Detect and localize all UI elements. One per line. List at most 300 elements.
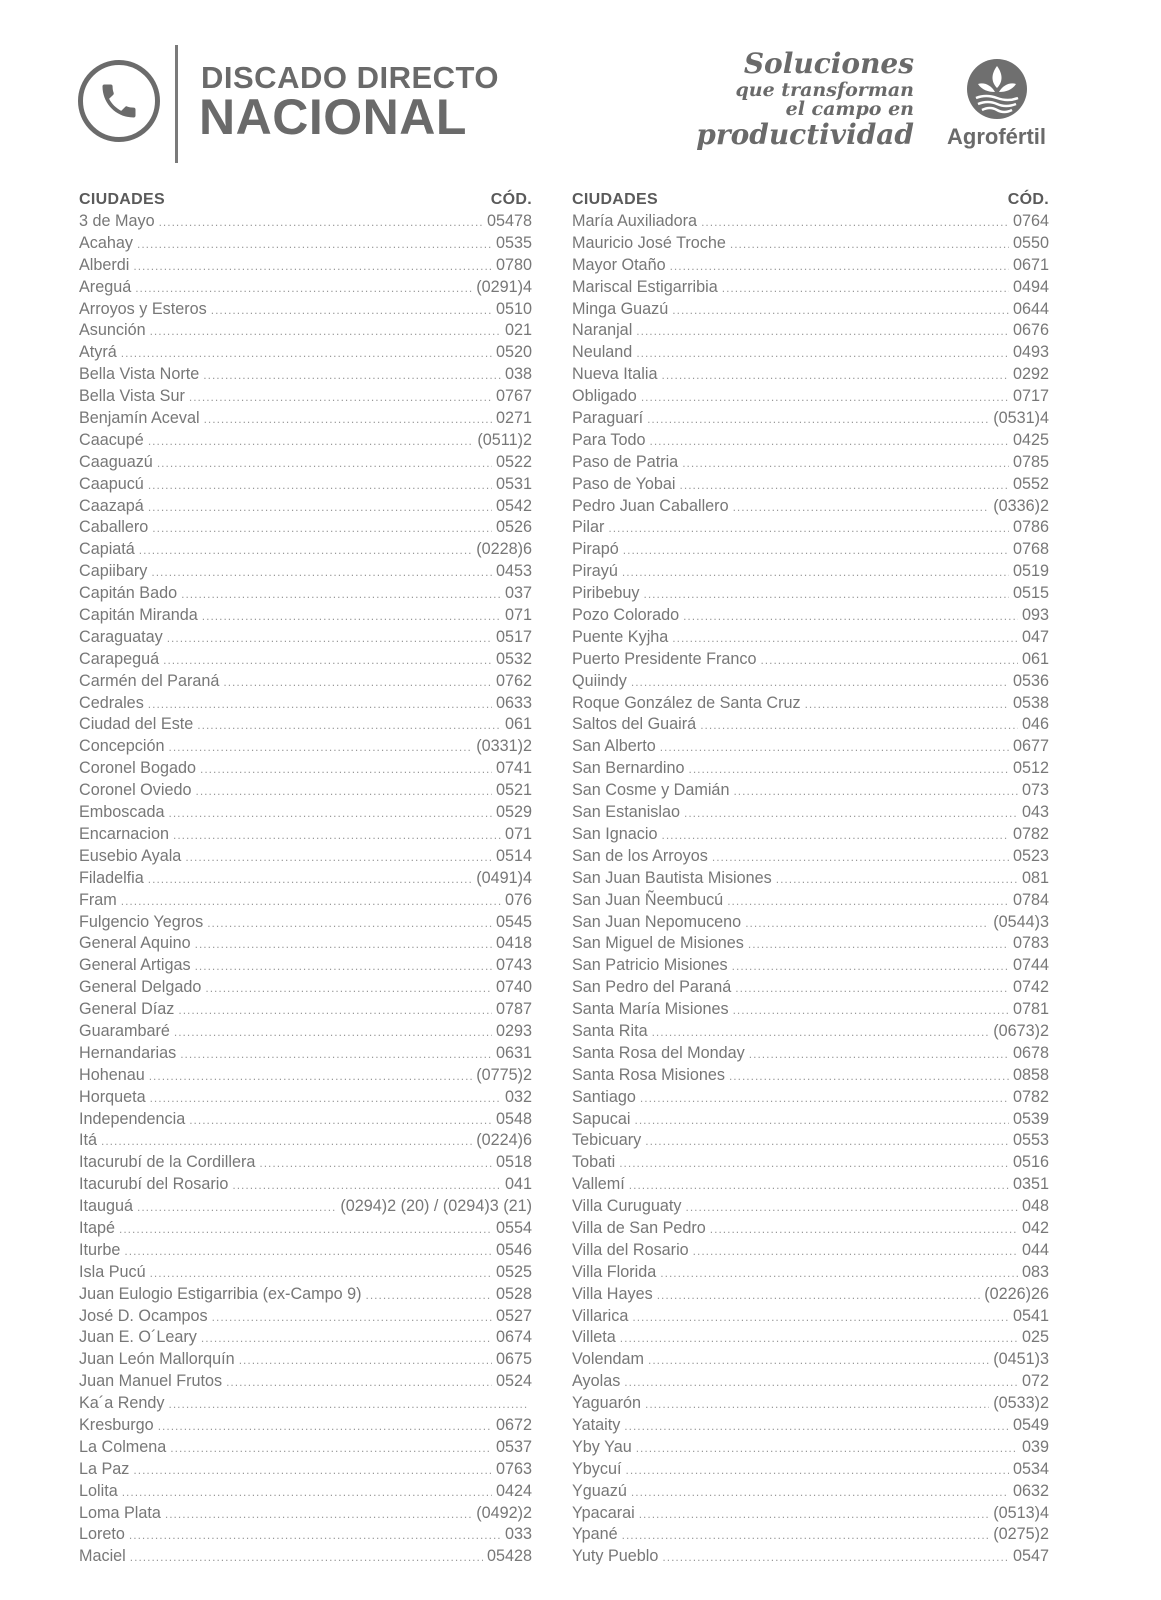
city-row [79, 1437, 532, 1459]
dot-leader [130, 1547, 483, 1568]
area-code: (0544)3 [993, 912, 1049, 931]
city-name: Juan León Mallorquín [79, 1350, 235, 1369]
city-row [572, 868, 1049, 890]
area-code: 0522 [495, 452, 532, 471]
area-code: 0786 [1012, 518, 1049, 537]
city-name: Piribebuy [572, 584, 640, 603]
city-name: Coronel Bogado [79, 759, 196, 778]
area-code: 0528 [495, 1284, 532, 1303]
city-row [572, 1481, 1049, 1503]
area-code: 0293 [495, 1021, 532, 1040]
dot-leader [173, 825, 501, 846]
dot-leader [685, 1197, 1018, 1218]
area-code: 0675 [495, 1350, 532, 1369]
city-name: Guarambaré [79, 1021, 170, 1040]
city-rows-right [572, 211, 1049, 1568]
dot-leader [165, 1504, 472, 1525]
area-code: (0451)3 [993, 1350, 1049, 1369]
city-name: Capiibary [79, 562, 148, 581]
dot-leader [181, 584, 501, 605]
dot-leader [158, 1416, 492, 1437]
city-row [572, 583, 1049, 605]
dot-leader [159, 212, 483, 233]
city-row [79, 977, 532, 999]
dot-leader [629, 1175, 1009, 1196]
city-name: Puente Kyjha [572, 627, 669, 646]
city-row [79, 496, 532, 518]
city-row [572, 255, 1049, 277]
city-name: Santa Rosa del Monday [572, 1043, 745, 1062]
city-row [79, 539, 532, 561]
dot-leader [626, 1460, 1009, 1481]
city-row [572, 1130, 1049, 1152]
area-code: (0294)2 (20) / (0294)3 (21) [340, 1197, 532, 1216]
city-name: Emboscada [79, 803, 165, 822]
dot-leader [239, 1350, 492, 1371]
area-code: 0526 [495, 518, 532, 537]
city-row [79, 1481, 532, 1503]
dot-leader [148, 694, 492, 715]
city-name: Juan E. O´Leary [79, 1328, 197, 1347]
city-row [572, 627, 1049, 649]
city-name: Villeta [572, 1328, 616, 1347]
dot-leader [624, 1372, 1018, 1393]
city-name: María Auxiliadora [572, 212, 698, 230]
city-name: Itá [79, 1131, 97, 1150]
city-name: Vallemí [572, 1175, 625, 1194]
area-code: 032 [504, 1087, 532, 1106]
area-code: 0785 [1012, 452, 1049, 471]
area-code: 038 [504, 365, 532, 384]
city-row [79, 1459, 532, 1481]
city-name: Capitán Miranda [79, 606, 198, 625]
dot-leader [119, 1219, 492, 1240]
city-row [572, 1021, 1049, 1043]
city-name: San Bernardino [572, 759, 685, 778]
dot-leader [148, 497, 492, 518]
city-row [79, 868, 532, 890]
area-code: (0513)4 [993, 1503, 1049, 1522]
city-name: San Estanislao [572, 803, 680, 822]
city-row [572, 999, 1049, 1021]
city-row [79, 824, 532, 846]
dot-leader [730, 234, 1009, 255]
dot-leader [672, 300, 1009, 321]
area-code: 0764 [1012, 212, 1049, 230]
city-name: General Aquino [79, 934, 191, 953]
city-row [79, 1327, 532, 1349]
city-row [79, 736, 532, 758]
city-row [79, 1371, 532, 1393]
city-row [572, 1371, 1049, 1393]
dot-leader [185, 847, 492, 868]
city-name: Acahay [79, 233, 133, 252]
area-code: 0271 [495, 409, 532, 428]
city-row [79, 561, 532, 583]
city-row [572, 1306, 1049, 1328]
city-row [79, 1306, 532, 1328]
slogan-line3: el campo en [785, 98, 914, 120]
dot-leader [150, 1088, 501, 1109]
area-code: 0554 [495, 1218, 532, 1237]
city-row [79, 1503, 532, 1525]
area-code: (0511)2 [477, 430, 532, 449]
area-code: 037 [504, 584, 532, 603]
city-row [79, 1240, 532, 1262]
city-rows-left [79, 211, 532, 1568]
area-code: 0741 [495, 759, 532, 778]
area-code: 0292 [1012, 365, 1049, 384]
code-column-header: CÓD. [490, 191, 532, 208]
area-code: (0775)2 [476, 1065, 532, 1084]
city-name: Cedrales [79, 693, 144, 712]
city-name: Caraguatay [79, 627, 163, 646]
dot-leader [122, 1482, 492, 1503]
city-name: Paraguarí [572, 409, 644, 428]
city-row [79, 1087, 532, 1109]
city-row [79, 1152, 532, 1174]
area-code: 0550 [1012, 233, 1049, 252]
city-name: José D. Ocampos [79, 1306, 208, 1325]
dot-leader [661, 365, 1009, 386]
city-name: Fram [79, 890, 117, 909]
dot-leader [170, 1438, 492, 1459]
area-code: 0520 [495, 343, 532, 362]
dot-leader [202, 606, 501, 627]
dot-leader [672, 628, 1018, 649]
city-row [572, 846, 1049, 868]
city-row [572, 1327, 1049, 1349]
area-code: (0533)2 [993, 1394, 1049, 1413]
area-code: (0492)2 [476, 1503, 532, 1522]
city-row [79, 517, 532, 539]
area-code: 0740 [495, 978, 532, 997]
city-name: Itacurubí de la Cordillera [79, 1153, 256, 1172]
city-name: Tebicuary [572, 1131, 642, 1150]
area-code: 071 [504, 606, 532, 625]
dot-leader [632, 1307, 1009, 1328]
city-name: San Ignacio [572, 824, 658, 843]
city-row [79, 649, 532, 671]
city-name: Carmén del Paraná [79, 671, 220, 690]
city-name: Itacurubí del Rosario [79, 1175, 229, 1194]
area-code: 046 [1021, 715, 1049, 734]
area-code: 0517 [495, 627, 532, 646]
dot-leader [660, 1263, 1018, 1284]
city-row [79, 1196, 532, 1218]
area-code: 033 [504, 1525, 532, 1544]
city-row [79, 342, 532, 364]
dot-leader [680, 475, 1009, 496]
city-name: Capiatá [79, 540, 135, 559]
city-row [572, 233, 1049, 255]
area-code: 0521 [495, 781, 532, 800]
dot-leader [636, 321, 1009, 342]
dot-leader [631, 1482, 1009, 1503]
dot-leader [195, 956, 492, 977]
dot-leader [641, 387, 1009, 408]
area-code: 0512 [1012, 759, 1049, 778]
city-name: Ypacarai [572, 1503, 635, 1522]
area-code: 0516 [1012, 1153, 1049, 1172]
dot-leader [624, 1416, 1009, 1437]
dot-leader [693, 1241, 1018, 1262]
area-code: 0494 [1012, 277, 1049, 296]
slogan-line1: Soluciones [743, 47, 914, 80]
city-row [79, 1130, 532, 1152]
city-name: Ypané [572, 1525, 618, 1544]
dot-leader [148, 475, 492, 496]
city-name: Ybycuí [572, 1459, 622, 1478]
area-code: 0678 [1012, 1043, 1049, 1062]
area-code: 0510 [495, 299, 532, 318]
city-row [572, 299, 1049, 321]
dot-leader [660, 737, 1009, 758]
dot-leader [232, 1175, 501, 1196]
city-name: Paso de Patria [572, 452, 679, 471]
city-row [79, 320, 532, 342]
dot-leader [733, 497, 990, 518]
city-name: Juan Eulogio Estigarribia (ex-Campo 9) [79, 1284, 362, 1303]
city-name: Pozo Colorado [572, 606, 680, 625]
dot-leader [648, 1350, 989, 1371]
city-row [79, 277, 532, 299]
city-name: Filadelfia [79, 868, 144, 887]
city-row [79, 999, 532, 1021]
city-name: Caacupé [79, 430, 144, 449]
dot-leader [631, 672, 1009, 693]
dot-leader [622, 1525, 990, 1546]
city-row [79, 211, 532, 233]
city-row [572, 1524, 1049, 1546]
column-header [79, 189, 532, 211]
city-row [572, 649, 1049, 671]
city-name: Isla Pucú [79, 1262, 146, 1281]
city-name: Ayolas [572, 1372, 621, 1391]
area-code: 0677 [1012, 737, 1049, 756]
city-name: San de los Arroyos [572, 846, 708, 865]
area-code: 047 [1021, 627, 1049, 646]
area-code: 0717 [1012, 387, 1049, 406]
area-code: 0525 [495, 1262, 532, 1281]
dot-leader [150, 321, 501, 342]
dot-leader [647, 409, 989, 430]
city-name: Quiindy [572, 671, 627, 690]
dot-leader [366, 1285, 492, 1306]
city-list-left [79, 189, 532, 1568]
city-row [79, 474, 532, 496]
city-row [79, 583, 532, 605]
dot-leader [662, 825, 1009, 846]
area-code: 0536 [1012, 671, 1049, 690]
dot-leader [150, 1263, 492, 1284]
city-name: Villa Florida [572, 1262, 657, 1281]
area-code: 041 [504, 1175, 532, 1194]
city-name: Yuty Pueblo [572, 1547, 659, 1566]
city-row [572, 517, 1049, 539]
city-row [79, 1043, 532, 1065]
area-code: 0534 [1012, 1459, 1049, 1478]
city-row [572, 496, 1049, 518]
area-code: 039 [1021, 1437, 1049, 1456]
city-row [79, 408, 532, 430]
city-row [572, 605, 1049, 627]
code-column-header: CÓD. [1007, 191, 1049, 208]
area-code: 0632 [1012, 1481, 1049, 1500]
dot-leader [174, 1022, 492, 1043]
city-name: Asunción [79, 321, 146, 340]
dot-leader [133, 256, 492, 277]
city-name: Juan Manuel Frutos [79, 1372, 223, 1391]
city-row [572, 1349, 1049, 1371]
city-row [572, 1459, 1049, 1481]
city-row [572, 736, 1049, 758]
city-name: Villa del Rosario [572, 1240, 689, 1259]
dot-leader [670, 256, 1009, 277]
city-name: Yby Yau [572, 1437, 632, 1456]
dot-leader [689, 759, 1009, 780]
area-code: 0453 [495, 562, 532, 581]
dot-leader [650, 431, 1009, 452]
dot-leader [169, 737, 473, 758]
city-row [572, 539, 1049, 561]
page-title-line1: DISCADO DIRECTO [201, 60, 500, 95]
city-name: Bella Vista Sur [79, 387, 185, 406]
dot-leader [204, 409, 492, 430]
area-code: 0763 [495, 1459, 532, 1478]
city-name: San Patricio Misiones [572, 956, 728, 975]
city-row [572, 561, 1049, 583]
dot-leader [701, 212, 1009, 233]
area-code: 0527 [495, 1306, 532, 1325]
dot-leader [137, 1197, 336, 1218]
city-row [572, 1437, 1049, 1459]
city-row [79, 912, 532, 934]
area-code: 0514 [495, 846, 532, 865]
page-title-line2: NACIONAL [199, 89, 467, 145]
city-row [79, 364, 532, 386]
city-name: Mauricio José Troche [572, 233, 726, 252]
dot-leader [259, 1153, 492, 1174]
area-code: 025 [1021, 1328, 1049, 1347]
city-name: Coronel Oviedo [79, 781, 192, 800]
area-code: 05478 [486, 212, 532, 230]
city-row [79, 890, 532, 912]
city-name: Kresburgo [79, 1415, 154, 1434]
city-row [79, 386, 532, 408]
area-code: 0783 [1012, 934, 1049, 953]
city-row [572, 277, 1049, 299]
dot-leader [805, 694, 1009, 715]
dot-leader [776, 869, 1018, 890]
city-row [572, 1546, 1049, 1568]
area-code: 0523 [1012, 846, 1049, 865]
city-name: Atyrá [79, 343, 117, 362]
area-code: 0546 [495, 1240, 532, 1259]
area-code: 0524 [495, 1372, 532, 1391]
city-name: Villa de San Pedro [572, 1218, 706, 1237]
city-name: Yaguarón [572, 1394, 642, 1413]
dot-leader [163, 650, 492, 671]
area-code: 0671 [1012, 255, 1049, 274]
city-name: Independencia [79, 1109, 186, 1128]
dot-leader [223, 672, 492, 693]
city-name: Villa Hayes [572, 1284, 653, 1303]
area-code: (0275)2 [993, 1525, 1049, 1544]
dot-leader [662, 1547, 1009, 1568]
city-name: Caballero [79, 518, 149, 537]
city-name: Horqueta [79, 1087, 146, 1106]
dot-leader [121, 343, 492, 364]
dot-leader [684, 803, 1018, 824]
area-code: 093 [1021, 606, 1049, 625]
dot-leader [152, 518, 492, 539]
dot-leader [139, 540, 472, 561]
city-name: Saltos del Guairá [572, 715, 697, 734]
area-code: (0291)4 [476, 277, 532, 296]
area-code: 083 [1021, 1262, 1049, 1281]
city-name: Caazapá [79, 496, 144, 515]
agrofertil-logo-icon [966, 58, 1028, 125]
city-name: Hernandarias [79, 1043, 177, 1062]
area-code: 081 [1021, 868, 1049, 887]
city-row [79, 1349, 532, 1371]
area-code: 043 [1021, 803, 1049, 822]
dot-leader [733, 1000, 1009, 1021]
city-row [572, 1174, 1049, 1196]
area-code: (0491)4 [476, 868, 532, 887]
city-row [572, 452, 1049, 474]
dot-leader [167, 628, 492, 649]
city-row [79, 1065, 532, 1087]
area-code: (0331)2 [476, 737, 532, 756]
dot-leader [722, 278, 1009, 299]
dot-leader [623, 540, 1009, 561]
area-code: 061 [1021, 649, 1049, 668]
dot-leader [149, 1066, 472, 1087]
area-code: 0781 [1012, 1000, 1049, 1019]
city-column-header: CIUDADES [79, 191, 165, 208]
city-row [572, 1065, 1049, 1087]
city-name: Villarica [572, 1306, 629, 1325]
area-code: 071 [504, 824, 532, 843]
area-code: 073 [1021, 781, 1049, 800]
area-code: 0742 [1012, 978, 1049, 997]
city-row [572, 1240, 1049, 1262]
city-row [572, 693, 1049, 715]
city-row [572, 342, 1049, 364]
city-name: Santiago [572, 1087, 636, 1106]
city-name: Hohenau [79, 1065, 145, 1084]
dot-leader [732, 956, 1009, 977]
city-row [572, 1218, 1049, 1240]
dot-leader [203, 365, 501, 386]
dot-leader [760, 650, 1018, 671]
city-name: Ciudad del Este [79, 715, 194, 734]
area-code: 0539 [1012, 1109, 1049, 1128]
dot-leader [635, 1110, 1009, 1131]
city-row [79, 846, 532, 868]
area-code: (0228)6 [476, 540, 532, 559]
dot-leader [712, 847, 1009, 868]
dot-leader [211, 300, 492, 321]
city-name: Nueva Italia [572, 365, 658, 384]
city-name: Yguazú [572, 1481, 627, 1500]
city-name: General Delgado [79, 978, 202, 997]
city-name: Concepción [79, 737, 165, 756]
dot-leader [608, 518, 1009, 539]
city-name: Ka´a Rendy [79, 1394, 165, 1413]
